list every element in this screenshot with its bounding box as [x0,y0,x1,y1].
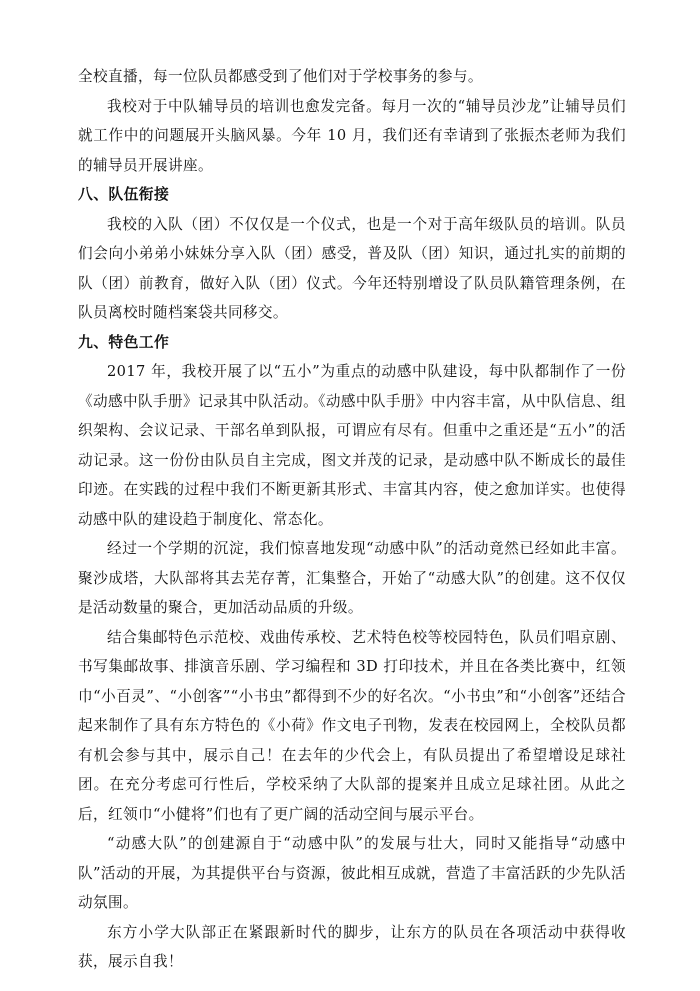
section-heading-featured-work: 九、特色工作 [78,333,170,351]
document-page [78,62,626,977]
paragraph-school-broadcast: 全校直播，每一位队员都感受到了他们对于学校事务的参与。 [78,68,483,85]
paragraph-induction-ceremony: 我校的入队（团）不仅仅是一个仪式，也是一个对于高年级队员的培训。队员们会向小弟弟小妹妹分享入队（团）感受，普及队（团）知识，通过扎实的前期的队（团）前教育，做好入队（团）仪式。今年还特别增设了队员队籍管理条例，在队员离校时随档案袋共同移交。 [78,215,626,321]
paragraph-dynamic-squadron: 2017 年，我校开展了以“五小”为重点的动感中队建设，每中队都制作了一份《动感中队手册》记录其中队活动。《动感中队手册》中内容丰富，从中队信息、组织架构、会议记录、干部名单到队报，可谓应有尽有。但重中之重还是“五小”的活动记录。这一份份由队员自主完成，图文并茂的记录，是动感中队不断成长的最佳印迹。在实践的过程中我们不断更新其形式、丰富其内容，使之愈加详实。也使得动感中队的建设趋于制度化、常态化。 [78,363,626,528]
paragraph-closing: 东方小学大队部正在紧跟新时代的脚步，让东方的队员在各项活动中获得收获，展示自我！ [78,923,626,970]
paragraph-school-features: 结合集邮特色示范校、戏曲传承校、艺术特色校等校园特色，队员们唱京剧、书写集邮故事、排演音乐剧、学习编程和 3D 打印技术，并且在各类比赛中，红领巾“小百灵”、“小创客”“小书虫”都得到不少的好名次。“小书虫”和“小创客”还结合起来制作了具有东方特色的《小荷》作文电子刊物，发表在校园网上，全校队员都有机会参与其中，展示自己！在去年的少代会上，有队员提出了希望增设足球社团。在充分考虑可行性后，学校采纳了大队部的提案并且成立足球社团。从此之后，红领巾“小健将”们也有了更广阔的活动空间与展示平台。 [78,628,626,823]
paragraph-dynamic-brigade: 经过一个学期的沉淀，我们惊喜地发现“动感中队”的活动竟然已经如此丰富。聚沙成塔，大队部将其去芜存菁，汇集整合，开始了“动感大队”的创建。这不仅仅是活动数量的聚合，更加活动品质的升级。 [78,540,626,616]
section-heading-team-transition: 八、队伍衔接 [78,186,170,203]
paragraph-mutual-growth: “动感大队”的创建源自于“动感中队”的发展与壮大，同时又能指导“动感中队”活动的开展，为其提供平台与资源，彼此相互成就，营造了丰富活跃的少先队活动氛围。 [78,835,626,911]
paragraph-counselor-training: 我校对于中队辅导员的培训也愈发完备。每月一次的“辅导员沙龙”让辅导员们就工作中的问题展开头脑风暴。今年 10 月，我们还有幸请到了张振杰老师为我们的辅导员开展讲座。 [78,97,626,174]
